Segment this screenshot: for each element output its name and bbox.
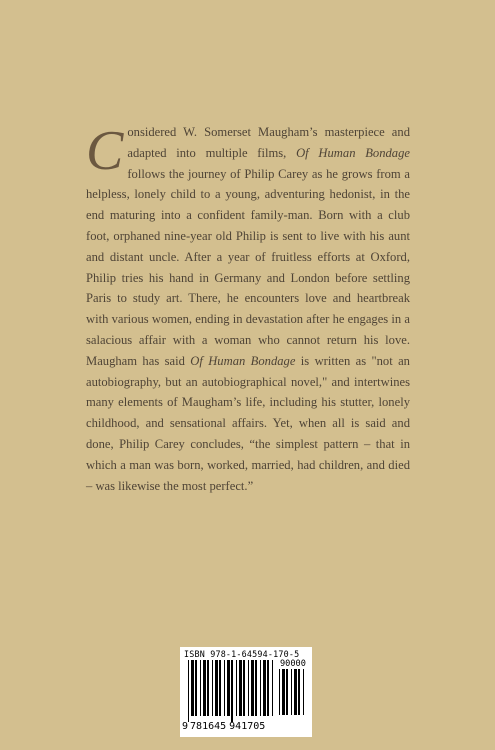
book-title-mention-1: Of Human Bondage bbox=[296, 145, 410, 160]
barcode-bar bbox=[255, 660, 257, 716]
barcode-bar bbox=[251, 660, 254, 716]
barcode-bar bbox=[286, 669, 288, 715]
barcode-bar bbox=[282, 669, 285, 715]
barcode-bar bbox=[231, 660, 233, 722]
barcode-bar bbox=[200, 660, 201, 716]
barcode-bar bbox=[195, 660, 197, 716]
blurb-text-part1: onsidered W. Somerset Maugham’s masterpiece and adapted into multiple films, bbox=[127, 125, 410, 160]
barcode-bar bbox=[267, 660, 269, 716]
book-title-mention-2: Of Human Bondage bbox=[190, 353, 296, 368]
isbn-label: ISBN 978-1-64594-170-5 bbox=[184, 649, 300, 659]
barcode-bar bbox=[188, 660, 189, 722]
barcode-bar bbox=[263, 660, 266, 716]
barcode-bar bbox=[298, 669, 300, 715]
barcode-lead-digit: 9 bbox=[182, 721, 189, 732]
blurb-text-part2: follows the journey of Philip Carey as he grows from a helpless, lonely child to a young, adventuring hedonist, in the end maturing into a confident family-man. Born with a club foot, orphaned nine-year old Philip is sent to live with his aunt and distant uncle. After a year of fruitless efforts at Oxford, Philip tries his hand in Germany and London before settling Paris to study art. There, he encounters love and heartbreak with various women, ending in devastation after he engages in a salacious affair with a woman who cannot return his love. Maugham has said bbox=[86, 166, 410, 368]
barcode-bar bbox=[215, 660, 218, 716]
barcode-bar bbox=[219, 660, 221, 716]
barcode-digits bbox=[182, 721, 265, 732]
barcode-bar bbox=[279, 669, 280, 715]
blurb-text-part3: is written as "not an autobiography, but an autobiographical novel," and intertwines many elements of Maugham’s life, including his stutter, lonely childhood, and sensational affairs. Yet, when all is said and done, Philip Carey concludes, “the simplest pattern – that in which a man was born, worked, married, had children, and died – was likewise the most perfect.” bbox=[86, 353, 410, 493]
isbn-barcode bbox=[180, 647, 312, 737]
barcode-bar bbox=[260, 660, 261, 716]
barcode-bar bbox=[212, 660, 213, 716]
barcode-digit-group-2: 941705 bbox=[229, 721, 266, 732]
barcode-bar bbox=[227, 660, 230, 716]
barcode-bar bbox=[248, 660, 249, 716]
barcode-bar bbox=[294, 669, 297, 715]
barcode-bar bbox=[191, 660, 194, 716]
barcode-bar bbox=[224, 660, 225, 716]
ean13-bars bbox=[188, 660, 276, 722]
back-cover-blurb bbox=[86, 122, 410, 496]
barcode-bar bbox=[207, 660, 209, 716]
barcode-bar bbox=[239, 660, 242, 716]
addon-bars bbox=[279, 669, 305, 721]
barcode-bar bbox=[291, 669, 292, 715]
drop-cap: C bbox=[86, 120, 124, 182]
barcode-bar bbox=[236, 660, 237, 716]
barcode-bar bbox=[272, 660, 273, 716]
barcode-bar bbox=[303, 669, 304, 715]
barcode-bar bbox=[203, 660, 206, 716]
barcode-bar bbox=[243, 660, 245, 716]
barcode-digit-group-1: 781645 bbox=[190, 721, 227, 732]
price-code: 90000 bbox=[280, 659, 306, 669]
